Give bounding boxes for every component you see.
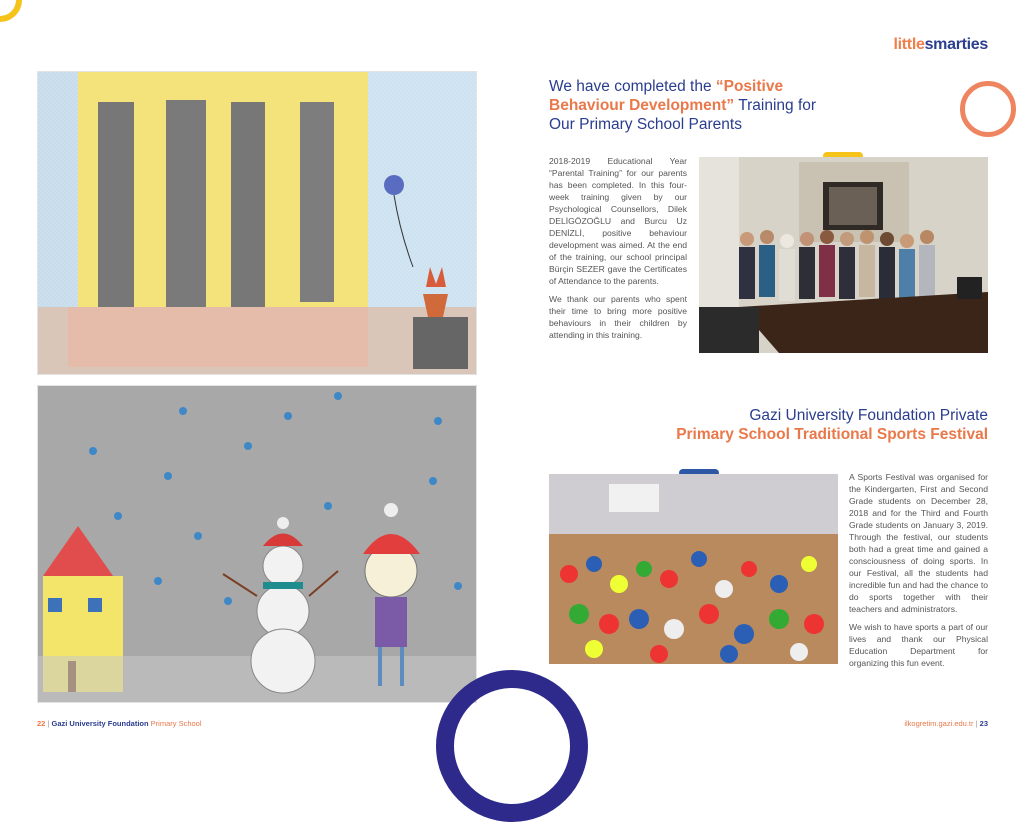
child-drawing-building xyxy=(37,71,477,375)
article2-paragraph-2: We wish to have sports a part of our lives and thank our Physical Education Department for organizing this fun event. xyxy=(849,622,988,668)
snowman-drawing-image xyxy=(38,386,476,702)
brand-logo xyxy=(893,36,988,54)
training-photo-image xyxy=(699,157,988,353)
article1-title-highlight: “Positive Behaviour Development” xyxy=(549,78,784,114)
child-drawing-snowman xyxy=(37,385,477,703)
left-page-number: 22 xyxy=(37,719,46,728)
article1-title-post: Training for Our Primary School Parents xyxy=(549,97,817,133)
article2-paragraph-1: A Sports Festival was organised for the Kindergarten, First and Second Grade students on December 28, 2018 and for the Third and Fourth Grade students on January 3, 2019. Through the festival, our students both had a great time and gained a consciousness of doing sports. In our Festival, all the students had incredible fun and had the chance to do sports together with their teachers and administrators. xyxy=(849,472,988,614)
ring-decoration xyxy=(960,81,1016,137)
footer-left xyxy=(37,719,202,728)
sports-festival-photo xyxy=(549,474,838,664)
corner-arc-decoration xyxy=(0,0,22,22)
festival-photo-image xyxy=(549,474,838,664)
left-separator: | xyxy=(47,719,50,728)
article1-body xyxy=(549,155,687,347)
website-link[interactable]: ilkogretim.gazi.edu.tr xyxy=(904,719,974,728)
article2-body xyxy=(849,471,988,675)
left-school-suffix: Primary School xyxy=(150,719,202,728)
article1-title-pre: We have completed the xyxy=(549,78,716,95)
article1-paragraph-2: We thank our parents who spent their time to bring more positive behaviours in their children by attending in this training. xyxy=(549,294,687,340)
article1-paragraph-1: 2018-2019 Educational Year “Parental Training” for our parents has been completed. In this four-week training given by our Psychological Counsellors, Dilek DELİGÖZOĞLU and Burcu Uz DENİZLİ, positive behaviour development was aimed. At the end of the training, our school principal Bürçin SEZER gave the Certificates of Attendance to the parents. xyxy=(549,156,687,286)
article1-title xyxy=(549,77,829,134)
left-school-name: Gazi University Foundation xyxy=(51,719,149,728)
arch-decoration xyxy=(436,670,588,822)
building-drawing-image xyxy=(38,72,476,374)
parents-training-photo xyxy=(699,157,988,353)
logo-text-part2: smarties xyxy=(924,36,988,53)
article2-title-line1: Gazi University Foundation Private xyxy=(749,407,988,424)
article2-title-line2: Primary School Traditional Sports Festival xyxy=(676,426,988,443)
right-separator: | xyxy=(975,719,978,728)
article2-title xyxy=(620,406,988,444)
footer-right xyxy=(904,719,988,728)
right-page-number: 23 xyxy=(979,719,988,728)
logo-text-part1: little xyxy=(893,36,925,53)
